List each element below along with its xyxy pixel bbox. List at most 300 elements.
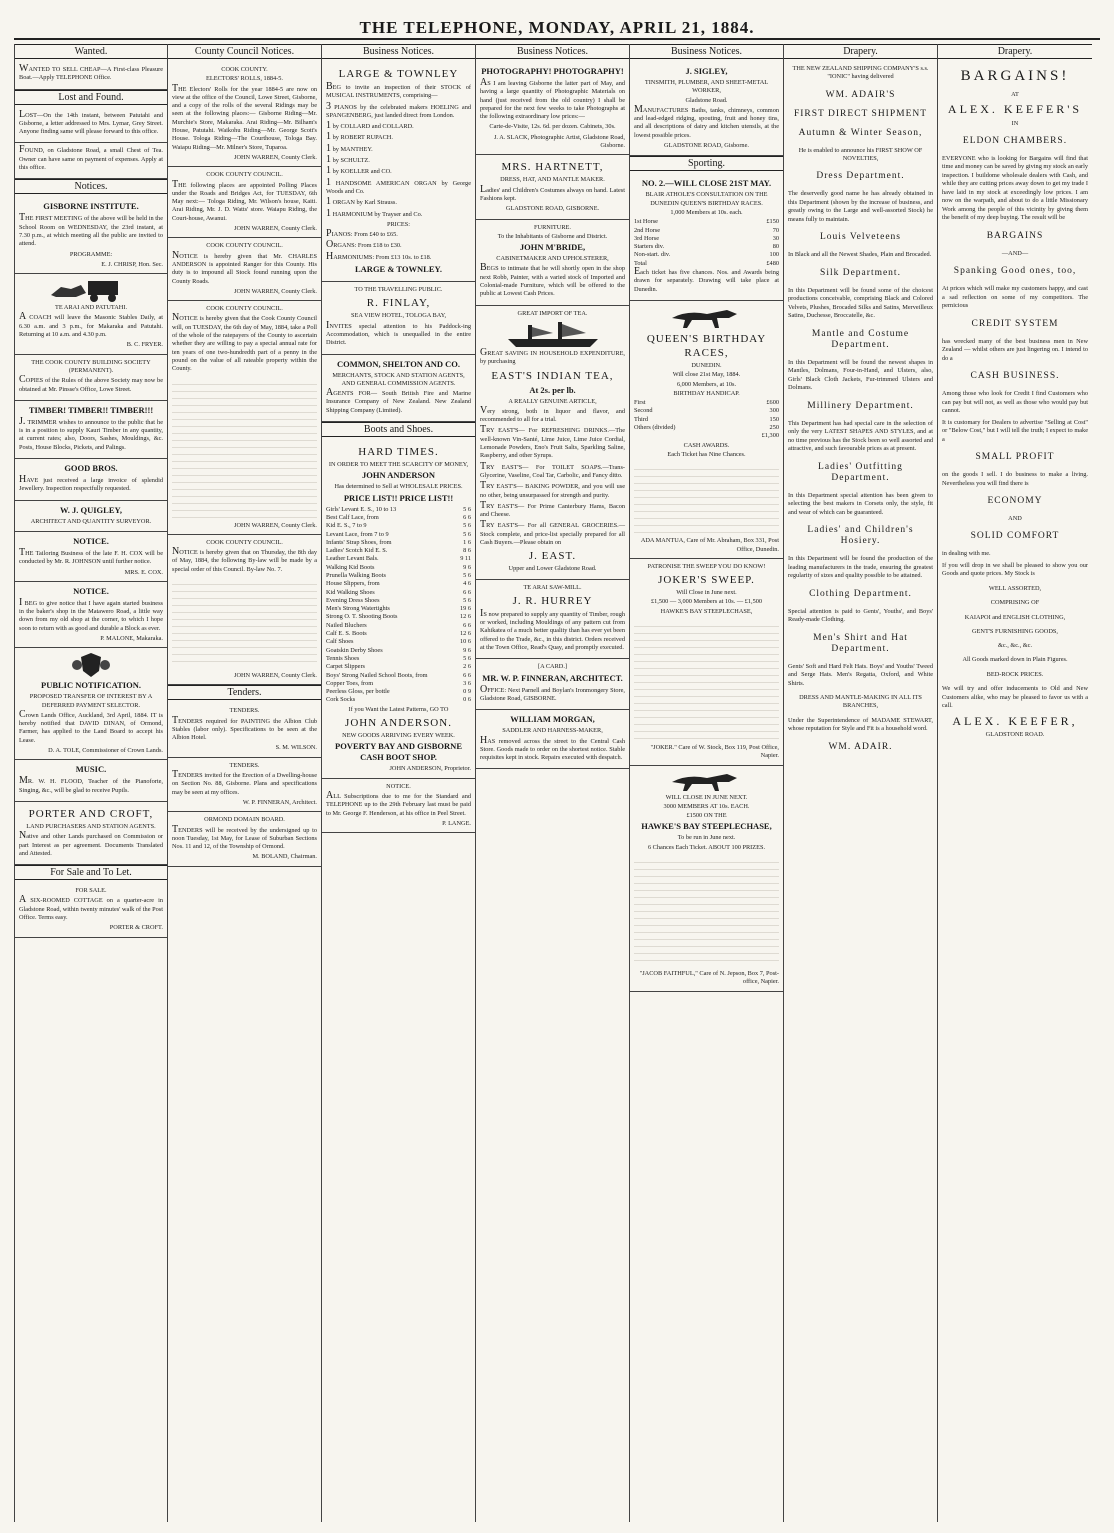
ad-text: Each ticket has five chances. Nos. and Awards being drawn for separately. Drawing will take place at Dunedin.: [634, 266, 779, 293]
ad-subtitle: PROPOSED TRANSFER OF INTEREST BY A DEFERRED PAYMENT SELECTOR.: [29, 693, 153, 709]
ad-subtitle: TINSMITH, PLUMBER, AND SHEET-METAL WORKER,: [644, 79, 769, 95]
ad-text: In this Department will be found some of the choicest productions conceivable, comprising Black and Colored Velvets, Plushes, Brocaded Silks and Satins, Merveilleux Satins, Duchesse, Broccatelle, &c.: [788, 286, 933, 320]
department-heading: Silk Department.: [820, 267, 901, 278]
row-label: Walking Kid Boots: [326, 563, 375, 571]
row-value: 5 6: [463, 571, 471, 579]
ad-ranger: [168, 238, 321, 301]
table-row: [326, 597, 471, 605]
ad-text: J. TRIMMER wishes to announce to the public that he is in a position to supply Kauri Timber in any quantity, at current rates; also, Doors, Sashes, Mouldings, &c. Posts, House Blocks, Pickets, and Palings.: [19, 415, 163, 451]
ad-text: If you will drop in we shall be pleased to show you our Goods and quote prices. My Stock is: [942, 561, 1088, 578]
row-value: 150: [769, 415, 779, 423]
table-row: [326, 514, 471, 522]
ad-price: At 2s. per lb.: [529, 384, 576, 395]
ad-bylaw: [168, 535, 321, 685]
ad-subtitle: Each Ticket has Nine Chances.: [667, 450, 746, 458]
row-label: Tennis Shoes: [326, 654, 360, 662]
ad-title: Autumn & Winter Season,: [798, 127, 923, 138]
ad-subtitle: BIRTHDAY HANDICAP.: [673, 389, 740, 397]
department-heading: Millinery Department.: [807, 400, 914, 411]
department-heading: Louis Velveteens: [820, 232, 901, 243]
ad-text: In this Department will be found the newest shapes in Mantles, Dolmans, Four-in-Hand, and Ulsters, also, Girls' Black Cloth Jackets, Fur-trimmed Ulsters and Dolmans.: [788, 358, 933, 392]
list-item: HARMONIUMS: From £13 10s. to £18.: [326, 250, 432, 262]
table-row: [326, 647, 471, 655]
ad-signature: B. C. FRYER.: [126, 341, 163, 349]
row-value: £480: [766, 259, 779, 267]
row-label: Best Calf Lace, from: [326, 513, 379, 521]
ad-subtitle: BED-ROCK PRICES.: [986, 670, 1044, 678]
ad-text: on the goods I sell. I do business to make a living. Nevertheless you will find there is: [942, 471, 1088, 487]
table-row: [634, 407, 779, 415]
ad-title: BARGAINS!: [960, 68, 1070, 84]
ad-title: EAST'S INDIAN TEA,: [491, 369, 614, 382]
row-value: 5 6: [463, 530, 471, 538]
ad-subtitle: Carte-de-Visite, 12s. 6d. per dozen. Cabinets, 30s.: [489, 123, 616, 131]
list-item: 1 by SCHULTZ.: [326, 154, 370, 166]
row-label: House Slippers, from: [326, 580, 380, 588]
table-row: [634, 432, 779, 440]
ad-signature: JOHN WARREN, County Clerk.: [234, 671, 317, 679]
ad-title: JOHN M'BRIDE,: [519, 242, 586, 253]
ad-title: TE ARAI AND PATUTAHI.: [54, 304, 128, 312]
ad-title: COOK COUNTY.: [221, 66, 268, 73]
ad-title: HARD TIMES.: [358, 446, 439, 459]
row-value: 0 9: [463, 688, 471, 696]
text-block: [634, 463, 779, 533]
ad-subtitle: DRESS AND MANTLE-MAKING IN ALL ITS BRANCHES,: [799, 694, 922, 710]
ad-title: GISBORNE INSTITUTE.: [43, 201, 139, 212]
row-value: 12 6: [459, 630, 471, 638]
ad-signature: P. LANGE.: [442, 819, 471, 827]
row-value: 5 6: [463, 596, 471, 604]
ad-furniture: [476, 220, 629, 306]
ad-title: PORTER AND CROFT,: [28, 807, 154, 820]
ad-title: NO. 2.—WILL CLOSE 21ST MAY.: [641, 178, 772, 189]
ad-title: GOOD BROS.: [64, 463, 118, 474]
ad-subtitle: MERCHANTS, STOCK AND STATION AGENTS, AND GENERAL COMMISSION AGENTS.: [332, 371, 465, 387]
ad-text: COPIES of the Rules of the above Society may now be obtained at Mr. Pinsse's Office, Lowe Street.: [19, 374, 163, 393]
row-label: Total: [634, 259, 647, 267]
ad-text: AS I am leaving Gisborne the latter part of May, and having a large quantity of Photographic Materials on hand (just received from the old country) I shall be prepared for the next few weeks to take Photographs at the following extraordinary low prices:—: [480, 77, 625, 121]
ad-title: COOK COUNTY COUNCIL.: [206, 171, 283, 179]
ad-notice-malone: [15, 582, 167, 648]
ad-porter-croft: [15, 802, 167, 865]
ad-subtitle: To be run in June next.: [677, 834, 736, 842]
ad-text: MR. W. H. FLOOD, Teacher of the Pianoforte, Singing, &c., will be glad to receive Pupils.: [19, 775, 163, 794]
ad-special-rate: [168, 301, 321, 535]
row-label: Others (divided): [634, 424, 676, 432]
ad-subtitle: All Goods marked down in Plain Figures.: [962, 656, 1068, 664]
row-value: 70: [772, 226, 779, 234]
row-value: £150: [766, 218, 779, 226]
ad-text: We will try and offer inducements to Old and New Customers alike, who may be pleased to favor us with a call.: [942, 685, 1088, 710]
ad-signature: P. MALONE, Makaraka.: [100, 634, 163, 642]
ad-subtitle: SEA VIEW HOTEL, TOLOGA BAY,: [350, 312, 447, 320]
row-label: Calf E. S. Boots: [326, 630, 367, 638]
row-label: Cork Socks: [326, 696, 356, 704]
ad-photography: [476, 62, 629, 155]
ad-wanted: [15, 62, 167, 90]
ad-title: SOLID COMFORT: [970, 531, 1060, 542]
row-label: Strong O. T. Shooting Boots: [326, 613, 398, 621]
text-block: [172, 378, 317, 518]
section-head-wanted: Wanted.: [15, 44, 167, 59]
ad-title: ORMOND DOMAIN BOARD.: [204, 816, 285, 824]
ad-subtitle: Will Close in June next.: [676, 589, 737, 597]
ad-timber: [15, 401, 167, 459]
masthead: THE TELEPHONE, MONDAY, APRIL 21, 1884.: [14, 18, 1100, 40]
ad-text: Among those who look for Credit I find Customers who can pay but will not, as well as those who would pay but cannot.: [942, 390, 1088, 415]
ad-title: JOHN ANDERSON: [362, 470, 435, 481]
ad-address: GLADSTONE ROAD.: [985, 730, 1045, 738]
ad-signature: JOHN WARREN, County Clerk.: [234, 153, 317, 161]
row-label: Starters div.: [634, 243, 665, 251]
list-item: 3 PIANOS by the celebrated makers HOELING and SPANGENBERG, just landed direct from London.: [326, 100, 471, 119]
ad-text: THE following places are appointed Polling Places under the Roads and Bridges Act, for TUESDAY, 6th May next:— Tologa Riding, Mr. Wilson's house, Kaiti. Arai Riding, Mr. J. D. Watts' store. Waiapu Riding, the Court-house, Awanui.: [172, 178, 317, 222]
ad-text: OFFICE: Next Parnell and Boylan's Ironmongery Store, Gladstone Road, GISBORNE.: [480, 683, 625, 702]
ad-text: WANTED TO SELL CHEAP—A First-class Pleasure Boat.—Apply TELEPHONE Office.: [19, 63, 163, 82]
department-heading: Ladies' Outfitting Department.: [818, 461, 903, 483]
row-label: 2nd Horse: [634, 226, 661, 234]
ad-text: A SIX-ROOMED COTTAGE on a quarter-acre in Gladstone Road, within twenty minutes' walk of the Post Office. Terms easy.: [19, 894, 163, 922]
coach-illustration: [46, 277, 136, 303]
ad-signature: M. BOLAND, Chairman.: [252, 853, 317, 861]
row-label: Men's Strong Watertights: [326, 605, 390, 613]
list-item: TRY EAST'S— BAKING POWDER, and you will use no other, being unsurpassed for strength and purity.: [480, 480, 625, 499]
ad-text: NOTICE is hereby given that the Cook County Council will, on TUESDAY, the 6th day of May, 1884, take a Poll of the whole of the ratepayers of the County to ascertain whether they are willing to pay a special annual rate for ten years of one two-hundredth part of a penny in the pound on the value of all rateable property within the County.: [172, 312, 317, 373]
ad-text: Native and other Lands purchased on Commission or part Interest as per agreement. Documents Translated and Attested.: [19, 830, 163, 857]
ad-public-notification: [15, 648, 167, 760]
row-value: 6 6: [463, 588, 471, 596]
ad-text: TENDERS will be received by the undersigned up to noon Tuesday, 1st May, for Lease of Suburban Sections Nos. 11 and 12, of the Township of Ormond.: [172, 823, 317, 851]
ad-subtitle: A REALLY GENUINE ARTICLE,: [508, 397, 597, 405]
table-row: [634, 260, 779, 268]
ad-title: HAWKE'S BAY STEEPLECHASE,: [641, 821, 772, 832]
ad-text: At prices which will make my customers happy, and cast a sad reflection on some of my competitors. The pernicious: [942, 285, 1088, 310]
ad-queens-birthday: [630, 301, 783, 559]
row-label: Prunella Walking Boots: [326, 571, 386, 579]
ad-text: It is customary for Dealers to advertise "Selling at Cost" or "Below Cost," but I will tell the truth; I expect to make a: [942, 418, 1088, 443]
table-row: [634, 399, 779, 407]
ad-signature: JOHN WARREN, County Clerk.: [234, 521, 317, 529]
row-label: 3rd Horse: [634, 234, 660, 242]
row-value: 12 6: [459, 613, 471, 621]
table-row: [326, 638, 471, 646]
ad-title: J. SIGLEY,: [685, 66, 728, 76]
ad-subtitle: 1,000 Members at 10s. each.: [670, 208, 743, 216]
ad-text: HAS removed across the street to the Central Cash Store. Goods made to order on the shortest notice. Stable requisites kept in stock. Repairs executed with despatch.: [480, 734, 625, 762]
ad-subtitle: HAWKE'S BAY STEEPLECHASE,: [660, 607, 753, 615]
table-row: [326, 613, 471, 621]
ad-text: IS now prepared to supply any quantity of Timber, rough or worked, including Mouldings of any pattern cut from Kahikatea of a much better quality than has ever yet been offered to the Trade, &c., in this district. Orders received at the Town Office, Read's Quay, and promptly executed.: [480, 607, 625, 652]
ad-title: NOTICE.: [73, 585, 109, 596]
ad-subtitle: WILL CLOSE IN JUNE NEXT.: [665, 793, 748, 801]
table-row: [326, 655, 471, 663]
ad-subtitle: To the Inhabitants of Gisborne and District.: [497, 232, 608, 240]
ad-title: QUEEN'S BIRTHDAY RACES,: [646, 332, 767, 359]
row-value: 8 6: [463, 547, 471, 555]
ad-title: MUSIC.: [75, 764, 107, 775]
row-label: Carpet Slippers: [326, 663, 365, 671]
ad-address: GLADSTONE ROAD, GISBORNE.: [505, 205, 600, 213]
ad-subtitle: TE ARAI SAW-MILL.: [523, 583, 582, 591]
row-label: Boys' Strong Nailed School Boots, from: [326, 671, 428, 679]
ad-subtitle: 6,000 Members, at 10s.: [676, 380, 737, 388]
department-heading: Mantle and Costume Department.: [811, 328, 910, 350]
ad-tender-painting: [168, 703, 321, 757]
ad-found: [15, 143, 167, 179]
prize-table: [634, 399, 779, 440]
ad-text: Crown Lands Office, Auckland, 3rd April, 1884. IT is hereby notified that DAVID DINAN, of Ormond, Farmer, has applied to the Land Board to accept his Lease.: [19, 708, 163, 744]
table-row: [326, 663, 471, 671]
row-label: 1st Horse: [634, 218, 658, 226]
ad-title: J. R. HURREY: [512, 594, 593, 607]
table-row: [326, 555, 471, 563]
ad-title: ALEX. KEEFER'S: [947, 102, 1083, 117]
section-head-lost: Lost and Found.: [15, 90, 167, 105]
table-row: [634, 218, 779, 226]
row-value: 3 6: [463, 679, 471, 687]
row-label: Peerless Gloss, per bottle: [326, 688, 390, 696]
ad-subtitle: ARCHITECT AND QUANTITY SURVEYOR.: [30, 517, 152, 525]
list-item: 1 by MANTHEY.: [326, 142, 373, 154]
ad-title: ECONOMY: [987, 496, 1043, 507]
row-value: 9 6: [463, 563, 471, 571]
ad-text: NOTICE is hereby given that on Thursday, the 8th day of May, 1884, the following By-law will be made by a special order of this Council. By-law No. 7.: [172, 546, 317, 573]
department-heading: Men's Shirt and Hat Department.: [813, 632, 908, 654]
table-row: [326, 506, 471, 514]
row-value: 9 6: [463, 646, 471, 654]
ad-building-society: [15, 355, 167, 401]
ad-subtitle: KAIAPOI and ENGLISH CLOTHING,: [964, 613, 1066, 621]
instrument-list: [326, 100, 471, 219]
list-item: 1 by ROBERT RUPACH.: [326, 131, 393, 143]
ad-john-anderson: [322, 440, 475, 779]
row-value: 9 11: [460, 555, 471, 563]
ad-text: THE Tailoring Business of the late F. H. COX will be conducted by Mr. R. JOHNSON until further notice.: [19, 546, 163, 566]
ad-sigley: [630, 62, 783, 156]
ad-text: The deservedly good name he has already obtained in this Department (shown by the increase of business, and greatly owing to the Large and well-assorted Stock) he means fully to maintain.: [788, 190, 933, 223]
ad-subtitle: TO THE TRAVELLING PUBLIC.: [354, 286, 443, 294]
ad-title: FIRST DIRECT SHIPMENT: [793, 108, 928, 119]
ad-title: CASH BUSINESS.: [970, 371, 1060, 382]
ad-title: BARGAINS: [986, 230, 1044, 241]
table-row: [326, 531, 471, 539]
text-block: [634, 856, 779, 966]
ad-signature: E. J. CHRISP, Hon. Sec.: [101, 260, 163, 268]
table-row: [326, 672, 471, 680]
ad-subtitle: BLAIR ATHOLE'S CONSULTATION ON THE DUNEDIN QUEEN'S BIRTHDAY RACES.: [645, 191, 768, 207]
ad-subtitle: CABINETMAKER AND UPHOLSTERER,: [496, 255, 609, 263]
text-block: [634, 620, 779, 740]
ad-text: FOUND, on Gladstone Road, a small Chest of Tea. Owner can have same on payment of expenses. Apply at this office.: [19, 144, 163, 172]
ad-title: TENDERS.: [229, 707, 260, 715]
ad-signature: JOHN WARREN, County Clerk.: [234, 287, 317, 295]
ad-subtitle: GENT'S FURNISHING GOODS,: [972, 627, 1058, 635]
ad-text: HAVE just received a large invoice of splendid Jewellery. Inspection respectfully requested.: [19, 474, 163, 493]
column-drapery-keefer: [938, 44, 1092, 1522]
ad-subtitle: DRESS, HAT, AND MANTLE MAKER.: [500, 176, 605, 184]
ad-subtitle: PROGRAMME:: [69, 250, 113, 258]
ad-title: FURNITURE.: [534, 223, 571, 231]
ad-subtitle: IN ORDER TO MEET THE SCARCITY OF MONEY,: [328, 461, 469, 469]
column-wanted: [14, 44, 168, 1522]
row-label: Infants' Strap Shoes, from: [326, 538, 392, 546]
ad-subtitle: PATRONISE THE SWEEP YOU DO KNOW!: [647, 562, 766, 570]
table-row: [326, 580, 471, 588]
table-row: [326, 589, 471, 597]
ad-subtitle: 3000 MEMBERS AT 10s. EACH.: [663, 802, 750, 810]
ad-title: W. J. QUIGLEY,: [60, 504, 122, 515]
ad-subtitle: £1,500 — 3,000 Members at 10s. — £1,500: [650, 598, 763, 606]
ad-title: NOTICE.: [73, 535, 109, 546]
ad-electors-rolls: [168, 62, 321, 167]
ad-for-sale: [15, 883, 167, 937]
row-label: Girls' Levant E. S., 10 to 13: [326, 505, 397, 513]
row-label: Kid E. S., 7 to 9: [326, 522, 367, 530]
ad-subtitle: ELDON CHAMBERS.: [962, 135, 1068, 146]
section-head-drapery: Drapery.: [784, 44, 937, 59]
ad-title: TIMBER! TIMBER!! TIMBER!!!: [28, 404, 154, 415]
ad-text: In this Department special attention has been given to selecting the best makers in Corsets only, the style, fit and wear of which can be guaranteed.: [788, 491, 933, 516]
ad-text: Special attention is paid to Gents', Youths', and Boys' Ready-made Clothing.: [788, 607, 933, 624]
ad-signature: JOHN ANDERSON, Proprietor.: [389, 765, 471, 773]
ad-lost: [15, 108, 167, 144]
ad-address: Gladstone Road.: [685, 96, 728, 104]
ad-signature: WM. ADAIR.: [828, 741, 893, 752]
column-drapery-adair: [784, 44, 938, 1522]
ad-music: [15, 760, 167, 802]
ad-morgan: [476, 710, 629, 769]
department-heading: Ladies' and Children's Hosiery.: [807, 525, 914, 547]
list-item: 1 by KOELLER and CO.: [326, 165, 392, 177]
list-item: 1 HANDSOME AMERICAN ORGAN by George Woods and Co.: [326, 176, 471, 195]
ad-text: In Black and all the Newest Shades, Plain and Brocaded.: [788, 251, 932, 259]
row-label: Evening Dress Shoes: [326, 596, 380, 604]
row-label: Goatskin Derby Shoes: [326, 646, 383, 654]
ad-signature: S. M. WILSON.: [275, 744, 317, 752]
ad-title: COOK COUNTY COUNCIL.: [206, 305, 283, 313]
row-label: Kid Walking Shoes: [326, 588, 375, 596]
ad-hawkes-bay: [630, 766, 783, 992]
ad-text: TENDERS invited for the Erection of a Dwelling-house on Section No. 88, Gisborne. Plans and specifications may be seen at my offices.: [172, 769, 317, 796]
ad-sawmill: [476, 580, 629, 660]
row-value: 10 6: [459, 638, 471, 646]
ad-text: in dealing with me.: [942, 550, 991, 558]
section-head-drapery: Drapery.: [938, 44, 1092, 59]
ad-signature: ALEX. KEEFER,: [952, 713, 1078, 728]
column-business-3: [630, 44, 784, 1522]
column-business-1: [322, 44, 476, 1522]
row-value: 5 6: [463, 522, 471, 530]
ad-notice-lange: [322, 779, 475, 833]
ad-subtitle: LAND PURCHASERS AND STATION AGENTS.: [26, 822, 156, 830]
ad-signature: D. A. TOLE, Commissioner of Crown Lands.: [48, 747, 163, 755]
ad-ormond-domain: [168, 812, 321, 866]
row-value: 6 6: [463, 671, 471, 679]
row-value: 30: [772, 234, 779, 242]
list-item: 1 HARMONIUM by Trayser and Co.: [326, 207, 423, 219]
table-row: [326, 522, 471, 530]
ad-signature: W. P. FINNERAN, Architect.: [242, 798, 317, 806]
ad-tender-dwelling: [168, 758, 321, 812]
table-row: [326, 630, 471, 638]
ad-title: POVERTY BAY AND GISBORNE CASH BOOT SHOP.: [335, 741, 462, 763]
ad-text: GREAT SAVING IN HOUSEHOLD EXPENDITURE, by purchasing: [480, 346, 625, 366]
section-head-tenders: Tenders.: [168, 685, 321, 700]
row-value: 6 6: [463, 513, 471, 521]
ad-signature: ADA MANTUA, Care of Mr. Abraham, Box 331, Post Office, Dunedin.: [640, 537, 779, 553]
ad-notice-cox: [15, 532, 167, 582]
ad-text: &c., &c., &c.: [997, 642, 1033, 650]
section-head-notices: Notices.: [15, 179, 167, 194]
racehorse-illustration: [657, 769, 757, 793]
table-row: [634, 416, 779, 424]
ad-subtitle: ELECTORS' ROLLS, 1884-5.: [206, 75, 283, 83]
ad-subtitle: Will close 21st May, 1884.: [672, 371, 741, 379]
ad-subtitle: [A CARD.]: [537, 663, 568, 671]
list-item: 1 ORGAN by Karl Strauss.: [326, 196, 397, 208]
ad-text: LOST—On the 14th instant, between Patutahi and Gisborne, a letter addressed to Mrs. Lymar, Grey Street. Anyone finding same will please forward to this office.: [19, 108, 163, 136]
racehorse-illustration: [657, 304, 757, 330]
ad-polling-places: [168, 167, 321, 238]
row-label: Second: [634, 407, 653, 415]
ad-finlay: [322, 282, 475, 354]
ad-text: ALL Subscriptions due to me for the Standard and TELEPHONE up to the 29th February last must be paid to Mr. George F. Henderson, at his office in Peel Street.: [326, 789, 471, 817]
table-row: [326, 680, 471, 688]
ad-title: JOHN ANDERSON.: [345, 717, 452, 730]
table-row: [634, 227, 779, 235]
ad-title: SMALL PROFIT: [975, 452, 1055, 463]
section-head-business: Business Notices.: [630, 44, 783, 59]
ad-text: COMPRISING OF: [990, 599, 1040, 607]
ad-institute: [15, 197, 167, 274]
table-row: [326, 696, 471, 704]
ad-coach: [15, 274, 167, 354]
table-row: [326, 547, 471, 555]
list-item: PIANOS: From £40 to £65.: [326, 228, 398, 240]
department-heading: Dress Department.: [816, 171, 905, 182]
ad-blair-athole: [630, 174, 783, 301]
ad-signature: J. EAST.: [528, 550, 577, 563]
row-value: 100: [769, 251, 779, 259]
row-label: First: [634, 399, 646, 407]
table-row: [326, 572, 471, 580]
row-value: 80: [772, 243, 779, 251]
row-value: 6 6: [463, 621, 471, 629]
ad-subtitle: £1500 ON THE: [686, 812, 727, 820]
ad-text: Under the Superintendence of MADAME STEWART, whose reputation for Style and Fit is a household word.: [788, 716, 933, 733]
ad-title: R. FINLAY,: [366, 297, 431, 310]
ad-subtitle: WELL ASSORTED,: [988, 584, 1042, 592]
list-item: ORGANS: From £18 to £30.: [326, 239, 402, 251]
ad-text: THE NEW ZEALAND SHIPPING COMPANY'S s.s. "IONIC" having delivered: [792, 65, 929, 81]
ad-text: EVERYONE who is looking for Bargains will find that time and money can be saved by giving my stock an early inspection. I buildome wholesale dealers with Cash, and while they are cutting prices away down to get my trade I have laid in my stock at exceedingly low prices. I am now on the warpath, and about to do a little Missionary Work among the people of this vicinity by giving them the benefit of my deep buying. The result will be: [942, 154, 1089, 222]
row-value: 5 6: [463, 654, 471, 662]
ad-subtitle: CASH AWARDS.: [683, 441, 730, 449]
ad-text: AGENTS FOR— South British Fire and Marine Insurance Company of New Zealand. New Zealand Shipping Company (Limited).: [326, 387, 471, 414]
ad-signature: "JACOB FAITHFUL," Care of N. Jepson, Box 7, Post-office, Napier.: [639, 970, 779, 986]
ad-text: THE FIRST MEETING of the above will be held in the School Room on WEDNESDAY, the 23rd instant, at 7.30 p.m., at which meeting all the public are invited to attend.: [19, 212, 163, 248]
row-value: 4 6: [463, 580, 471, 588]
ad-text: has wrecked many of the best business men in New Zealand — whilst others are just lingering on. I intend to do a: [942, 337, 1088, 362]
row-value: 19 6: [459, 605, 471, 613]
ad-title: FOR SALE.: [75, 887, 107, 895]
ad-finneran-card: [476, 659, 629, 710]
ad-text: INVITES special attention to his Paddock-ing Accommodation, which is unequalled in the entire District.: [326, 319, 471, 347]
ad-title: NOTICE.: [386, 782, 411, 790]
list-item: TRY EAST'S— For TOILET SOAPS.—Trans-Glycerine, Vaseline, Coal Tar, Carbolic, and Fancy ditto.: [480, 460, 625, 479]
row-value: 300: [769, 407, 779, 415]
